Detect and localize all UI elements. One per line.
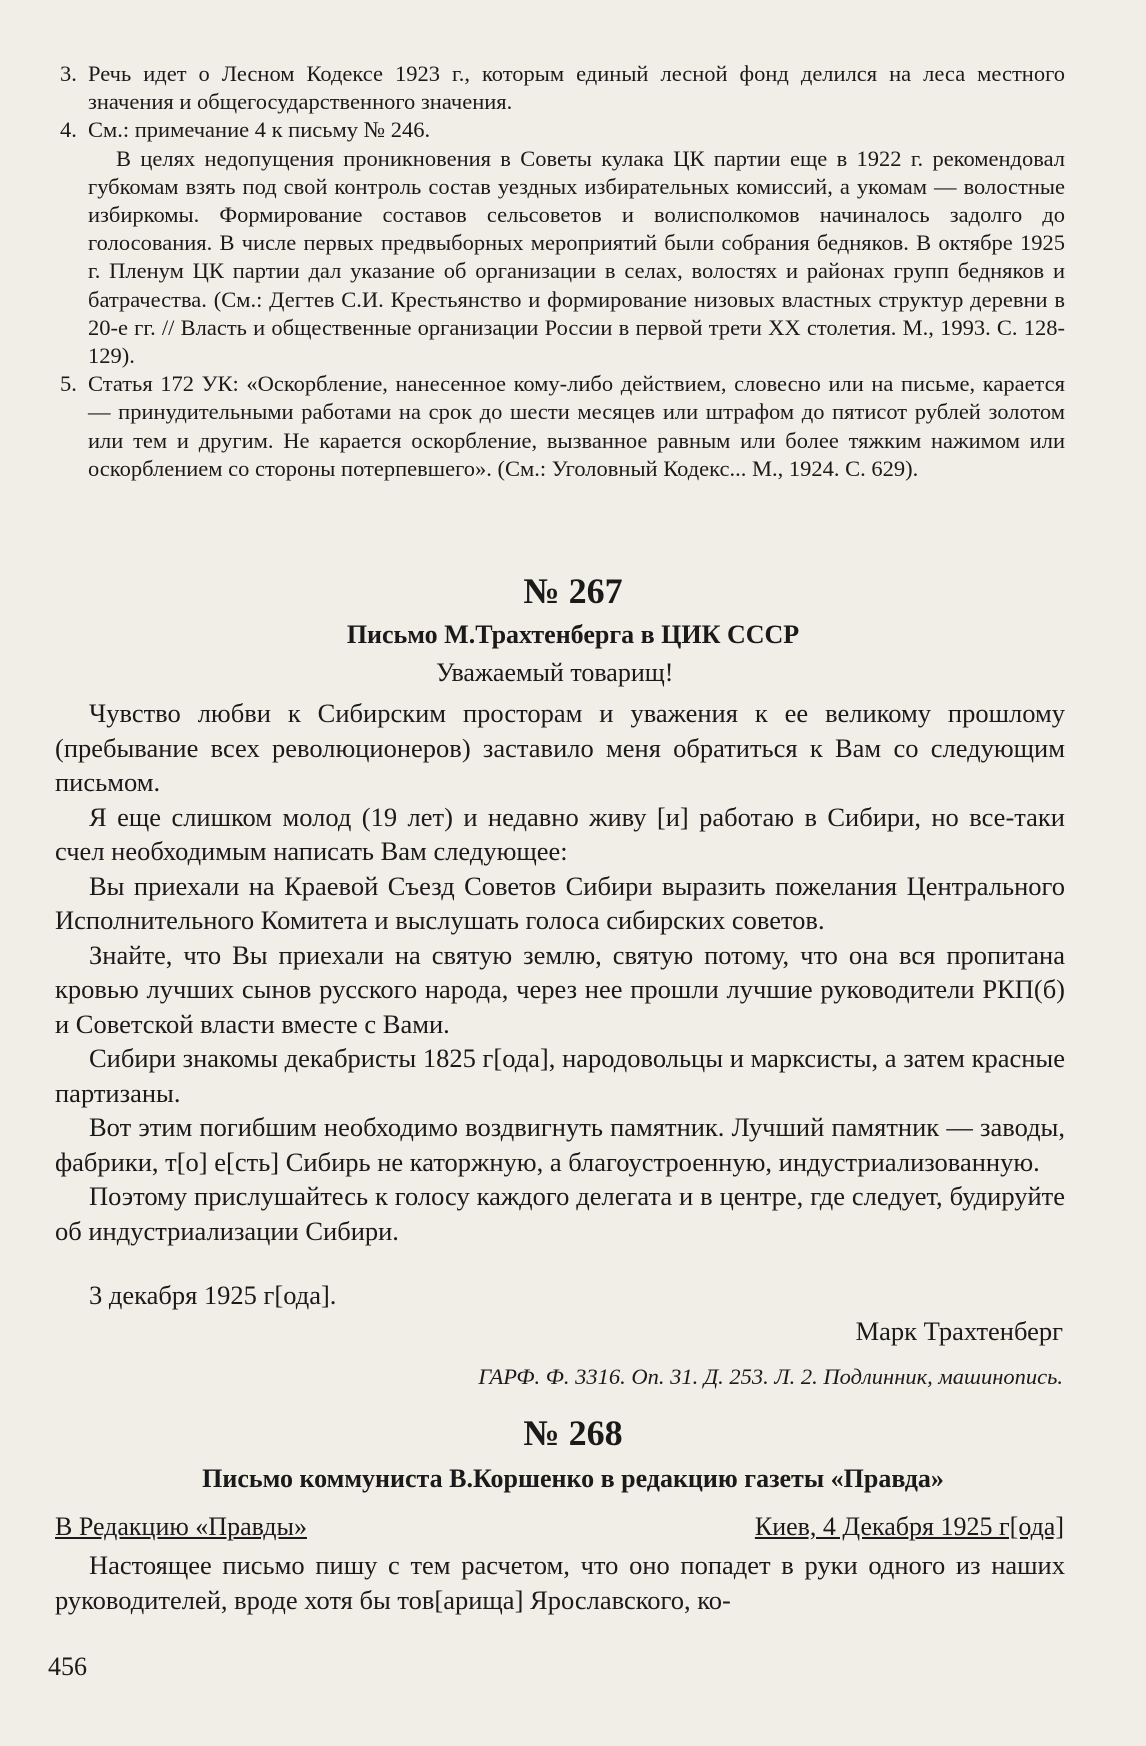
letter-date: 3 декабря 1925 г[ода]. [89,1280,337,1310]
footnote-text: Статья 172 УК: «Оскорбление, нанесенное кому-либо действием, словесно или на письме, карается — принудительными работами на срок до шести месяцев или штрафом до пятисот рублей золотом или тем и другим. Не карается оскорбление, вызванное равным или более тяжким нажимом или оскорблением со стороны потерпевшего». (См.: Уголовный Кодекс... М., 1924. С. 629). [88,371,1065,481]
archive-reference: ГАРФ. Ф. 3316. Оп. 31. Д. 253. Л. 2. Подлинник, машинопись. [478,1364,1063,1389]
footnote-number: 5. [60,371,77,397]
letter-paragraph: Вы приехали на Краевой Съезд Советов Сибири выразить пожелания Центрального Исполнительного Комитета и выслушать голоса сибирских советов. [55,870,1065,935]
document-267-number: № 267 [523,571,623,611]
letter-place-date: Киев, 4 Декабря 1925 г[ода] [754,1512,1064,1541]
page-number: 456 [48,1652,87,1681]
letter-268-body [55,1548,1065,1617]
letter-addressee: В Редакцию «Правды» [55,1512,307,1541]
footnote-text: См.: примечание 4 к письму № 246. [88,117,431,143]
footnote-5 [60,370,1065,483]
footnote-number: 3. [60,61,77,86]
footnote-4-continuation: В целях недопущения проникновения в Советы кулака ЦК партии еще в 1922 г. рекомендовал губкомам взять под свой контроль состав уездных избирательных комиссий, а укомам — волостные избиркомы. Формирование составов сельсоветов и волисполкомов начиналось задолго до голосования. В числе первых предвыборных мероприятий были собрания бедняков. В октябре 1925 г. Пленум ЦК партии дал указание об организации в селах, волостях и районах групп бедняков и батрачества. (См.: Дегтев С.И. Крестьянство и формирование низовых властных структур деревни в 20-е гг. // Власть и общественные организации России в первой трети XX столетия. М., 1993. С. 128-129). [88,145,1065,369]
footnote-4 [60,116,1065,144]
footnote-number: 4. [60,117,77,143]
letter-paragraph: Сибири знакомы декабристы 1825 г[ода], народовольцы и марксисты, а затем красные партизаны. [55,1043,1065,1108]
letter-paragraph: Чувство любви к Сибирским просторам и уважения к ее великому прошлому (пребывание всех революционеров) заставило меня обратиться к Вам со следующим письмом. [55,698,1065,797]
footnote-3 [60,60,1065,116]
letter-paragraph: Я еще слишком молод (19 лет) и недавно живу [и] работаю в Сибири, но все-таки счел необходимым написать Вам следующее: [55,801,1065,866]
document-268-title: Письмо коммуниста В.Коршенко в редакцию газеты «Правда» [202,1464,944,1493]
letter-paragraph: Настоящее письмо пишу с тем расчетом, что оно попадет в руки одного из наших руководителей, вроде хотя бы тов[арища] Ярославского, ко- [55,1550,1065,1615]
letter-paragraph: Знайте, что Вы приехали на святую землю, святую потому, что она вся пропитана кровью лучших сынов русского народа, через нее прошли лучшие руководители РКП(б) и Советской власти вместе с Вами. [55,939,1065,1039]
letter-267-body [55,696,1065,1248]
document-268-number: № 268 [523,1413,623,1453]
letter-paragraph: Поэтому прислушайтесь к голосу каждого делегата и в центре, где следует, будируйте об индустриализации Сибири. [55,1181,1065,1246]
letter-greeting: Уважаемый товарищ! [436,658,674,687]
letter-paragraph: Вот этим погибшим необходимо воздвигнуть памятник. Лучший памятник — заводы, фабрики, т[о] е[сть] Сибирь не каторжную, а благоустроенную, индустриализованную. [55,1112,1065,1177]
letter-signature: Марк Трахтенберг [855,1316,1063,1346]
footnote-text: Речь идет о Лесном Кодексе 1923 г., которым единый лесной фонд делился на леса местного значения и общегосударственного значения. [88,61,1065,115]
document-267-title: Письмо М.Трахтенберга в ЦИК СССР [346,620,800,649]
footnotes-section [60,60,1065,483]
